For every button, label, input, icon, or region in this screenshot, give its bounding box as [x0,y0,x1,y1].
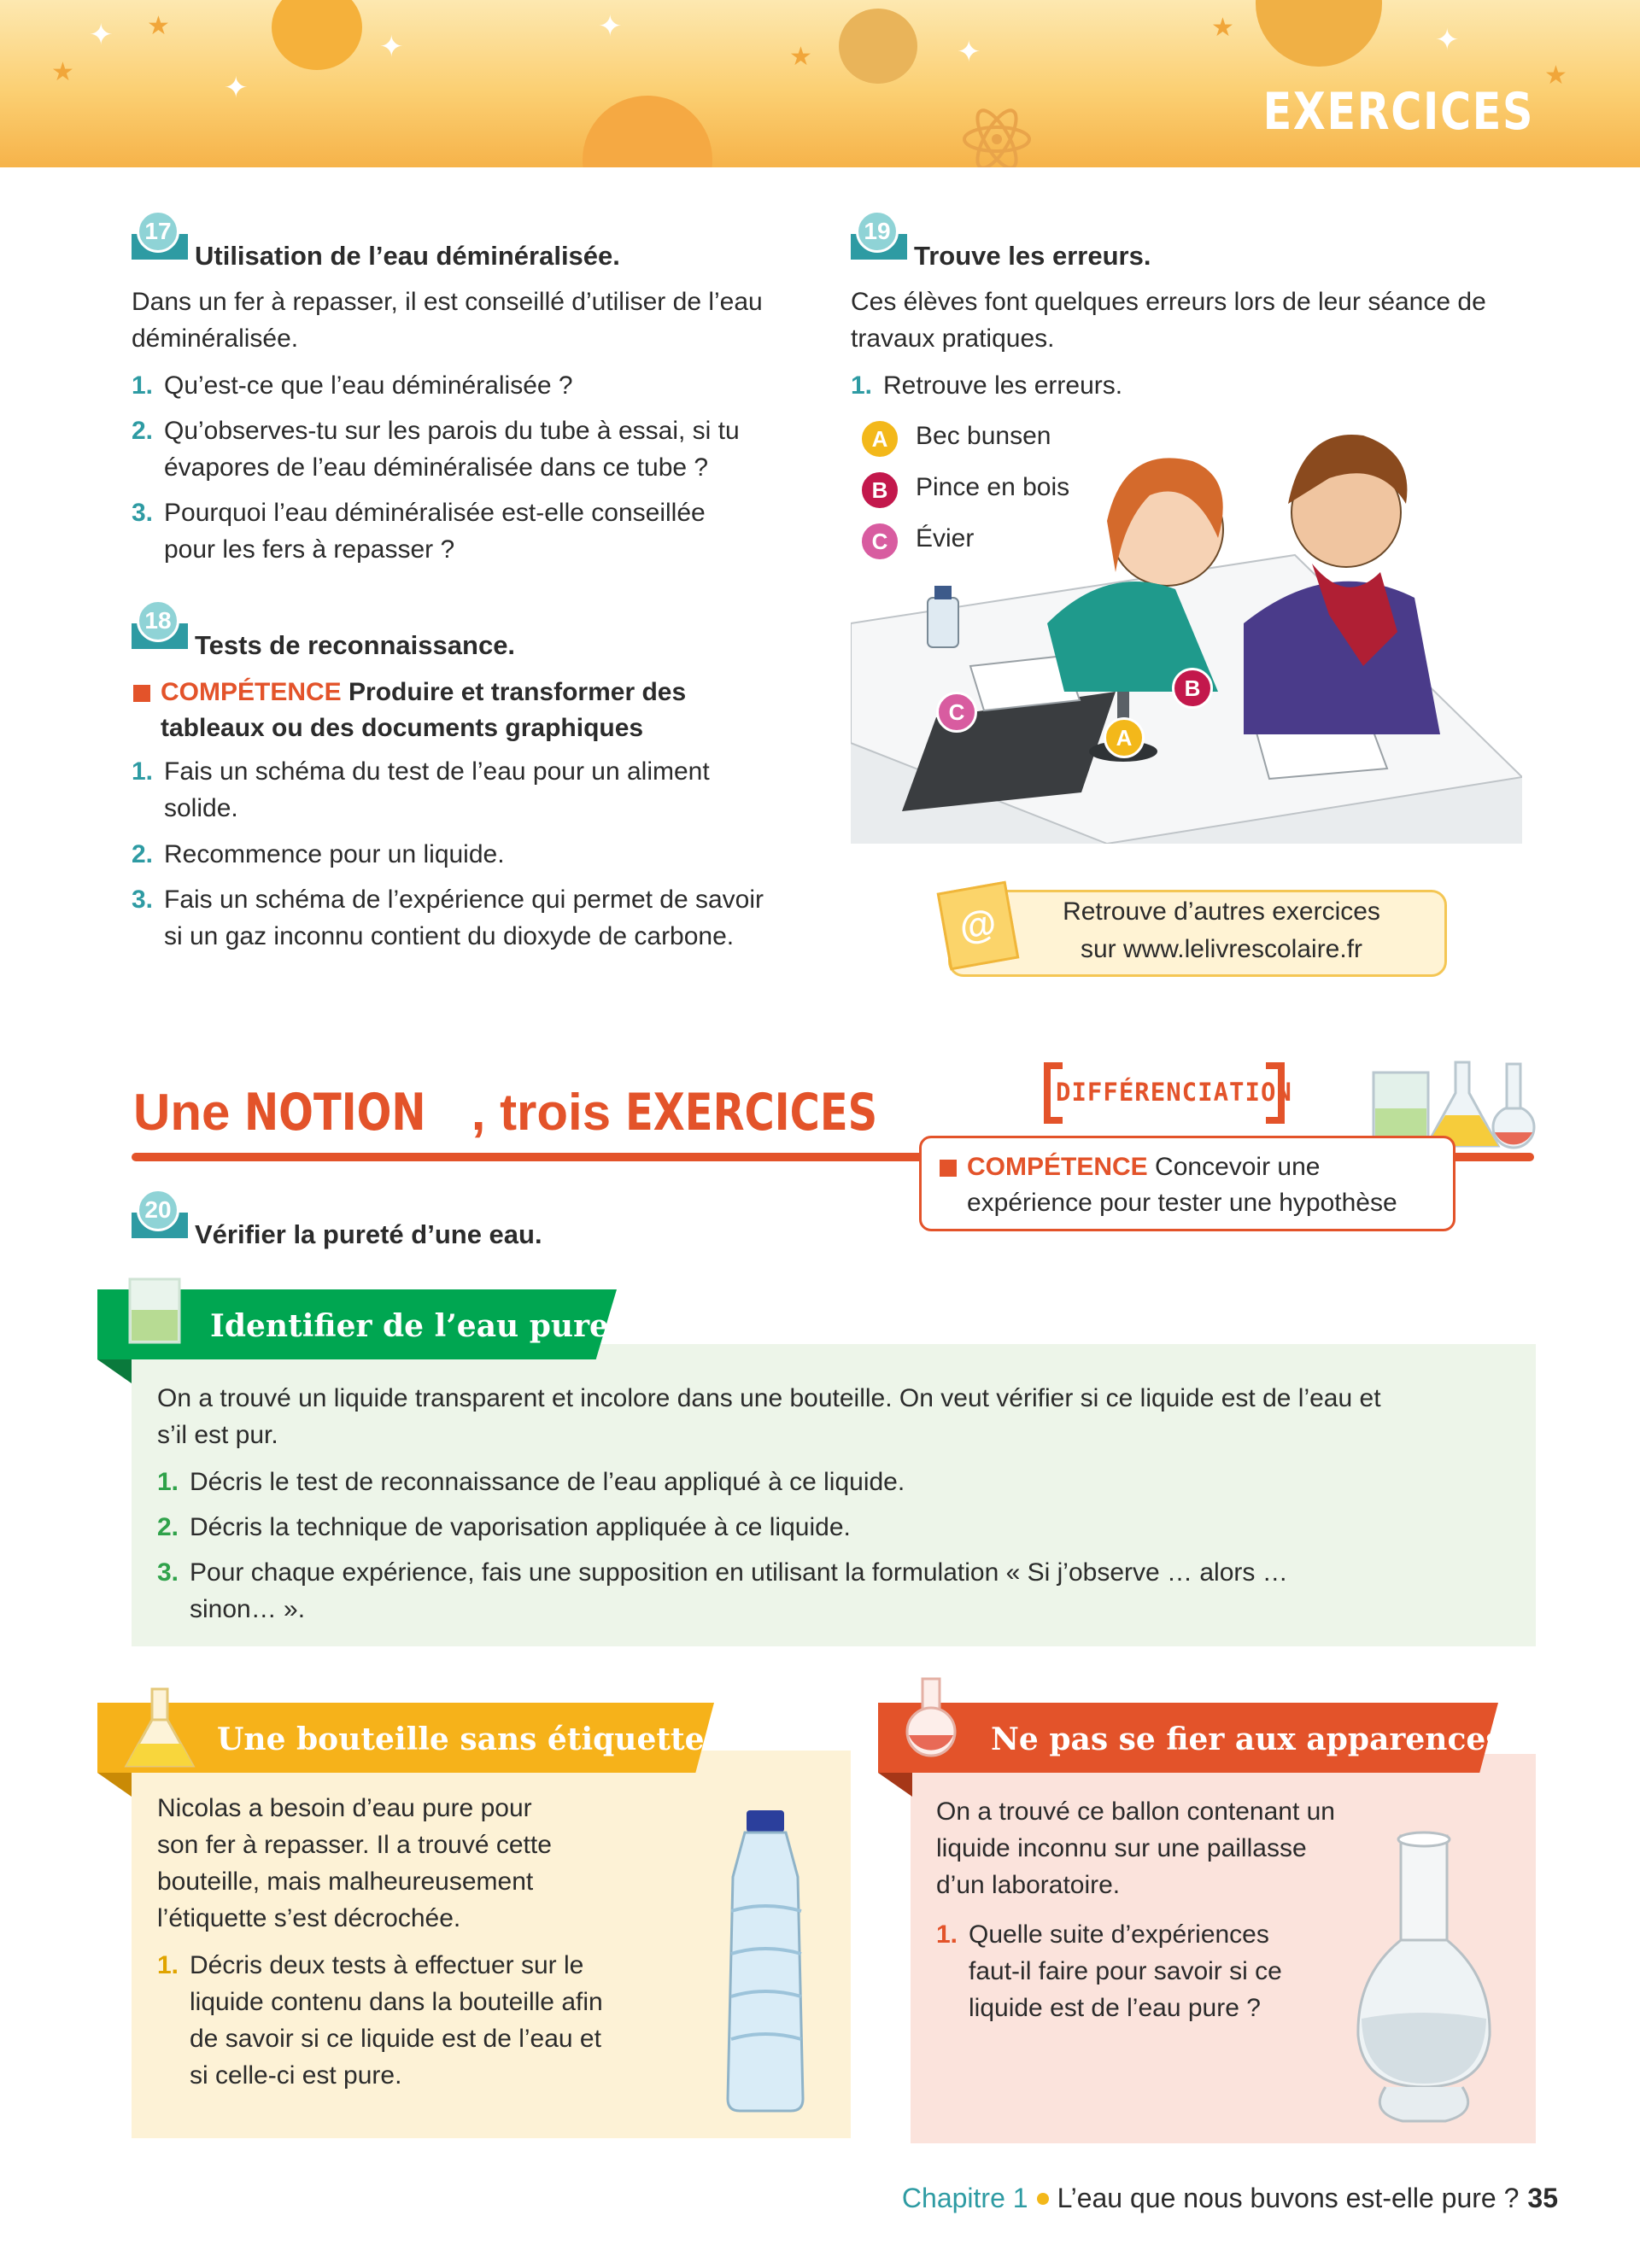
star-icon: ✦ [224,72,249,104]
exercise-number: 20 [132,1189,188,1247]
panel-title: Une bouteille sans étiquette [217,1721,705,1757]
at-icon: @ [937,881,1020,971]
exercise-number: 19 [851,210,907,268]
planet-decoration [583,96,712,167]
exercise-title: Trouve les erreurs. [914,241,1151,271]
exercise-intro: Dans un fer à repasser, il est conseillé d’utiliser de l’eau déminéralisée. [132,288,763,353]
chapter-title: L’eau que nous buvons est-elle pure ? [1057,2183,1520,2213]
star-icon: ★ [1544,61,1567,90]
beaker-icon [126,1276,183,1346]
question-item: 2. Décris la technique de vaporisation appliquée à ce liquide. [157,1513,851,1541]
question-item: 3. Fais un schéma de l’expérience qui permet de savoir si un gaz inconnu contient du dioxyde de carbone. [132,886,764,950]
web-link[interactable]: Retrouve d’autres exercices sur www.lelivrescolaire.fr [1063,897,1380,963]
question-item: 3. Pour chaque expérience, fais une supposition en utilisant la formulation « Si j’observe … alors … sinon… ». [157,1558,1288,1623]
star-icon: ★ [147,12,170,40]
question-item: 1. Décris deux tests à effectuer sur le liquide contenu dans la bouteille afin de savoir si ce liquide est de l’eau et si celle-ci est pure. [157,1951,603,2090]
water-bottle-image [714,1809,817,2114]
panel-fold [97,1359,132,1383]
legend-badge-c: C [859,521,900,562]
bullet-dot [1037,2193,1049,2205]
competence-label: COMPÉTENCE Concevoir une expérience pour tester une hypothèse [938,1149,1450,1221]
panel-text: On a trouvé ce ballon contenant un liquide inconnu sur une paillasse d’un laboratoire. [936,1797,1335,1899]
header-banner [0,0,1640,167]
question-item: 1. Quelle suite d’expériences faut-il faire pour savoir si ce liquide est de l’eau pure ? [936,1920,1282,2022]
question-item: 1. Fais un schéma du test de l’eau pour un aliment solide. [132,757,710,822]
marker-c: C [936,692,977,733]
planet-decoration [1256,0,1382,67]
panel-title: Identifier de l’eau pure [210,1308,609,1344]
star-icon: ✦ [598,10,623,43]
question-item: 3. Pourquoi l’eau déminéralisée est-elle conseillée pour les fers à repasser ? [132,499,706,564]
exercise-intro: Ces élèves font quelques erreurs lors de leur séance de travaux pratiques. [851,288,1486,353]
exercise-number: 17 [132,210,188,268]
star-icon: ✦ [957,36,981,68]
planet-decoration [839,9,917,84]
question-item: 1. Retrouve les erreurs. [851,371,1123,400]
question-item: 1. Qu’est-ce que l’eau déminéralisée ? [132,371,573,400]
flask-icon [123,1686,196,1769]
page-footer [902,2183,1558,2214]
planet-decoration [272,0,362,70]
atom-icon [960,102,1034,167]
exercise-title: Vérifier la pureté d’une eau. [195,1219,542,1249]
panel-intro: On a trouvé un liquide transparent et incolore dans une bouteille. On veut vérifier si ce liquide est de l’eau et s’il est pur. [157,1384,1381,1449]
panel-fold [97,1773,132,1797]
star-icon: ✦ [1435,24,1460,56]
exercise-number: 18 [132,599,188,658]
round-flask-icon [899,1675,964,1759]
glass-flask-image [1351,1831,1496,2130]
marker-b: B [1172,668,1213,709]
question-item: 2. Qu’observes-tu sur les parois du tube à essai, si tu évapores de l’eau déminéralisée dans ce tube ? [132,417,740,482]
exercise-title: Utilisation de l’eau déminéralisée. [195,241,620,271]
panel-fold [878,1773,912,1797]
legend-label: Bec bunsen [916,422,1051,450]
exercise-title: Tests de reconnaissance. [195,630,516,660]
legend-badge-b: B [859,470,900,511]
panel-text: Nicolas a besoin d’eau pure pour son fer à repasser. Il a trouvé cette bouteille, mais malheureusement l’étiquette s’est décrochée. [157,1794,552,1932]
star-icon: ✦ [89,19,114,51]
legend-label: Évier [916,524,975,552]
legend-badge-a: A [859,418,900,459]
star-icon: ✦ [379,31,404,63]
page-title: EXERCICES [1262,82,1534,142]
panel-title: Ne pas se fier aux apparences [991,1721,1503,1757]
star-icon: ★ [1211,14,1234,42]
star-icon: ★ [789,43,812,71]
question-item: 2. Recommence pour un liquide. [132,840,505,868]
chapter-label: Chapitre 1 [901,2183,1028,2213]
section-title: Une NOTION , trois EXERCICES [133,1083,877,1143]
differenciation-label: DIFFÉRENCIATION [1056,1078,1292,1107]
question-item: 1. Décris le test de reconnaissance de l’eau appliqué à ce liquide. [157,1468,905,1496]
competence-label: COMPÉTENCE Produire et transformer des tableaux ou des documents graphiques [132,675,832,746]
marker-a: A [1104,717,1145,758]
star-icon: ★ [51,58,74,86]
legend-label: Pince en bois [916,473,1070,501]
page-number: 35 [1527,2183,1558,2213]
